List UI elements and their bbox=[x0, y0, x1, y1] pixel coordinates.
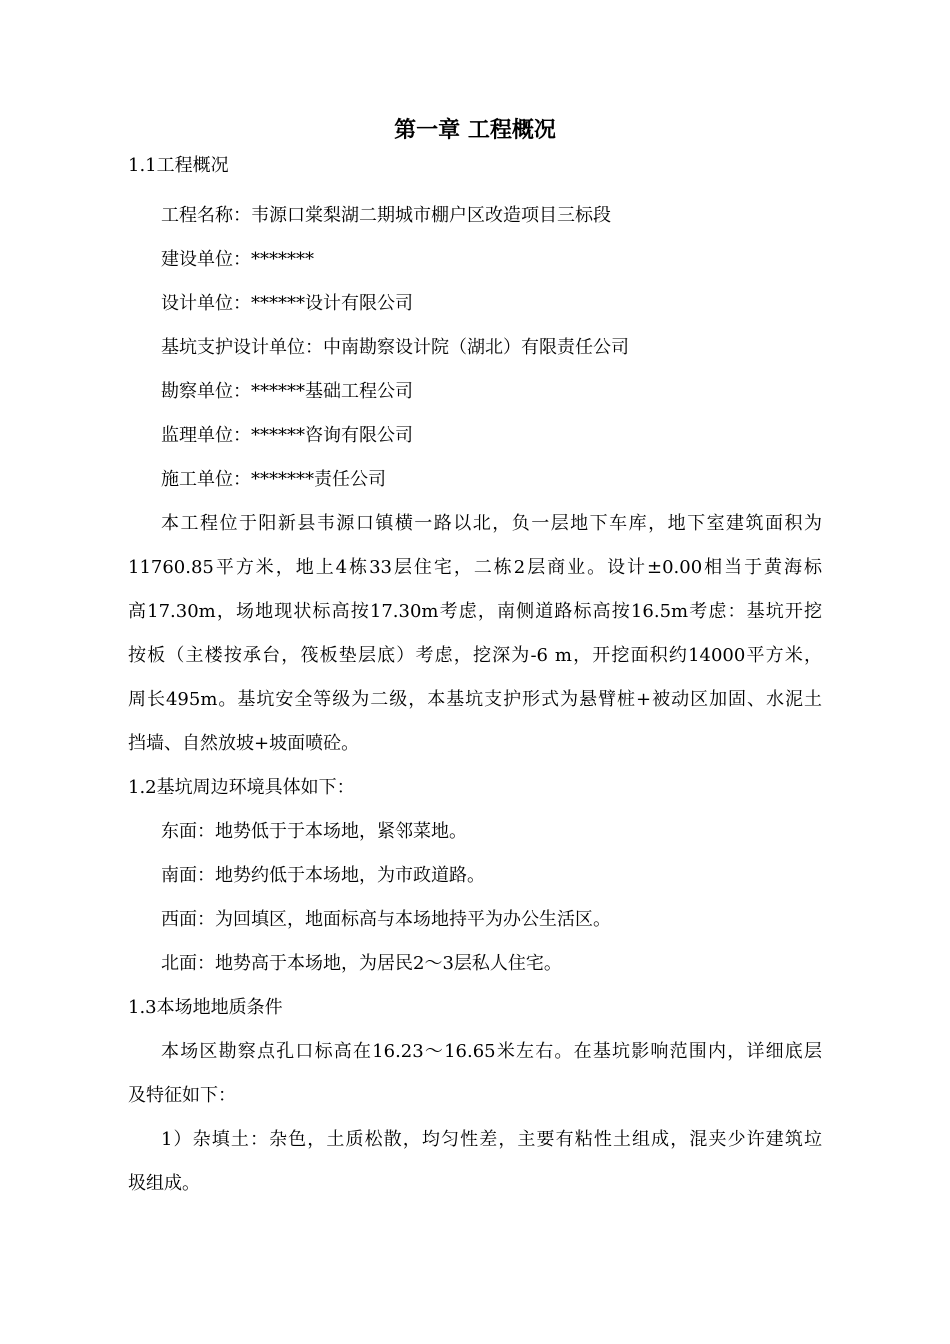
supervision-unit: 监理单位：******咨询有限公司 bbox=[161, 425, 413, 446]
geology-paragraph-line: 本场区勘察点孔口标高在16.23～16.65米左右。在基坑影响范围内，详细底层 bbox=[161, 1041, 822, 1062]
survey-unit: 勘察单位：******基础工程公司 bbox=[161, 381, 413, 402]
west-side: 西面：为回填区，地面标高与本场地持平为办公生活区。 bbox=[161, 909, 611, 930]
contractor-unit: 施工单位：*******责任公司 bbox=[161, 469, 386, 490]
east-side: 东面：地势低于于本场地，紧邻菜地。 bbox=[161, 821, 467, 842]
overview-paragraph-line: 11760.85平方米，地上4栋33层住宅，二栋2层商业。设计±0.00相当于黄海标 bbox=[128, 557, 822, 578]
fill-soil-line: 圾组成。 bbox=[128, 1173, 200, 1194]
section-heading-1-1: 1.1工程概况 bbox=[128, 155, 229, 176]
project-name: 工程名称：韦源口棠梨湖二期城市棚户区改造项目三标段 bbox=[161, 205, 611, 226]
construction-unit: 建设单位：******* bbox=[161, 249, 314, 270]
geology-paragraph-line: 及特征如下： bbox=[128, 1085, 236, 1106]
chapter-title: 第一章 工程概况 bbox=[394, 117, 556, 143]
fill-soil-line: 1）杂填土：杂色，土质松散，均匀性差，主要有粘性土组成，混夹少许建筑垃 bbox=[161, 1129, 822, 1150]
overview-paragraph-line: 挡墙、自然放坡+坡面喷砼。 bbox=[128, 733, 360, 754]
pit-support-design-unit: 基坑支护设计单位：中南勘察设计院（湖北）有限责任公司 bbox=[161, 337, 629, 358]
overview-paragraph-line: 高17.30m，场地现状标高按17.30m考虑，南侧道路标高按16.5m考虑：基坑开挖 bbox=[128, 601, 822, 622]
section-heading-1-2: 1.2基坑周边环境具体如下： bbox=[128, 777, 355, 798]
document-body bbox=[128, 144, 822, 1206]
south-side: 南面：地势约低于本场地，为市政道路。 bbox=[161, 865, 485, 886]
north-side: 北面：地势高于本场地，为居民2～3层私人住宅。 bbox=[161, 953, 562, 974]
overview-paragraph-line: 按板（主楼按承台，筏板垫层底）考虑，挖深为-6 m，开挖面积约14000平方米， bbox=[128, 645, 822, 666]
section-heading-1-3: 1.3本场地地质条件 bbox=[128, 997, 283, 1018]
overview-paragraph-line: 本工程位于阳新县韦源口镇横一路以北，负一层地下车库，地下室建筑面积为 bbox=[161, 513, 822, 534]
overview-paragraph-line: 周长495m。基坑安全等级为二级，本基坑支护形式为悬臂桩+被动区加固、水泥土 bbox=[128, 689, 822, 710]
design-unit: 设计单位：******设计有限公司 bbox=[161, 293, 413, 314]
